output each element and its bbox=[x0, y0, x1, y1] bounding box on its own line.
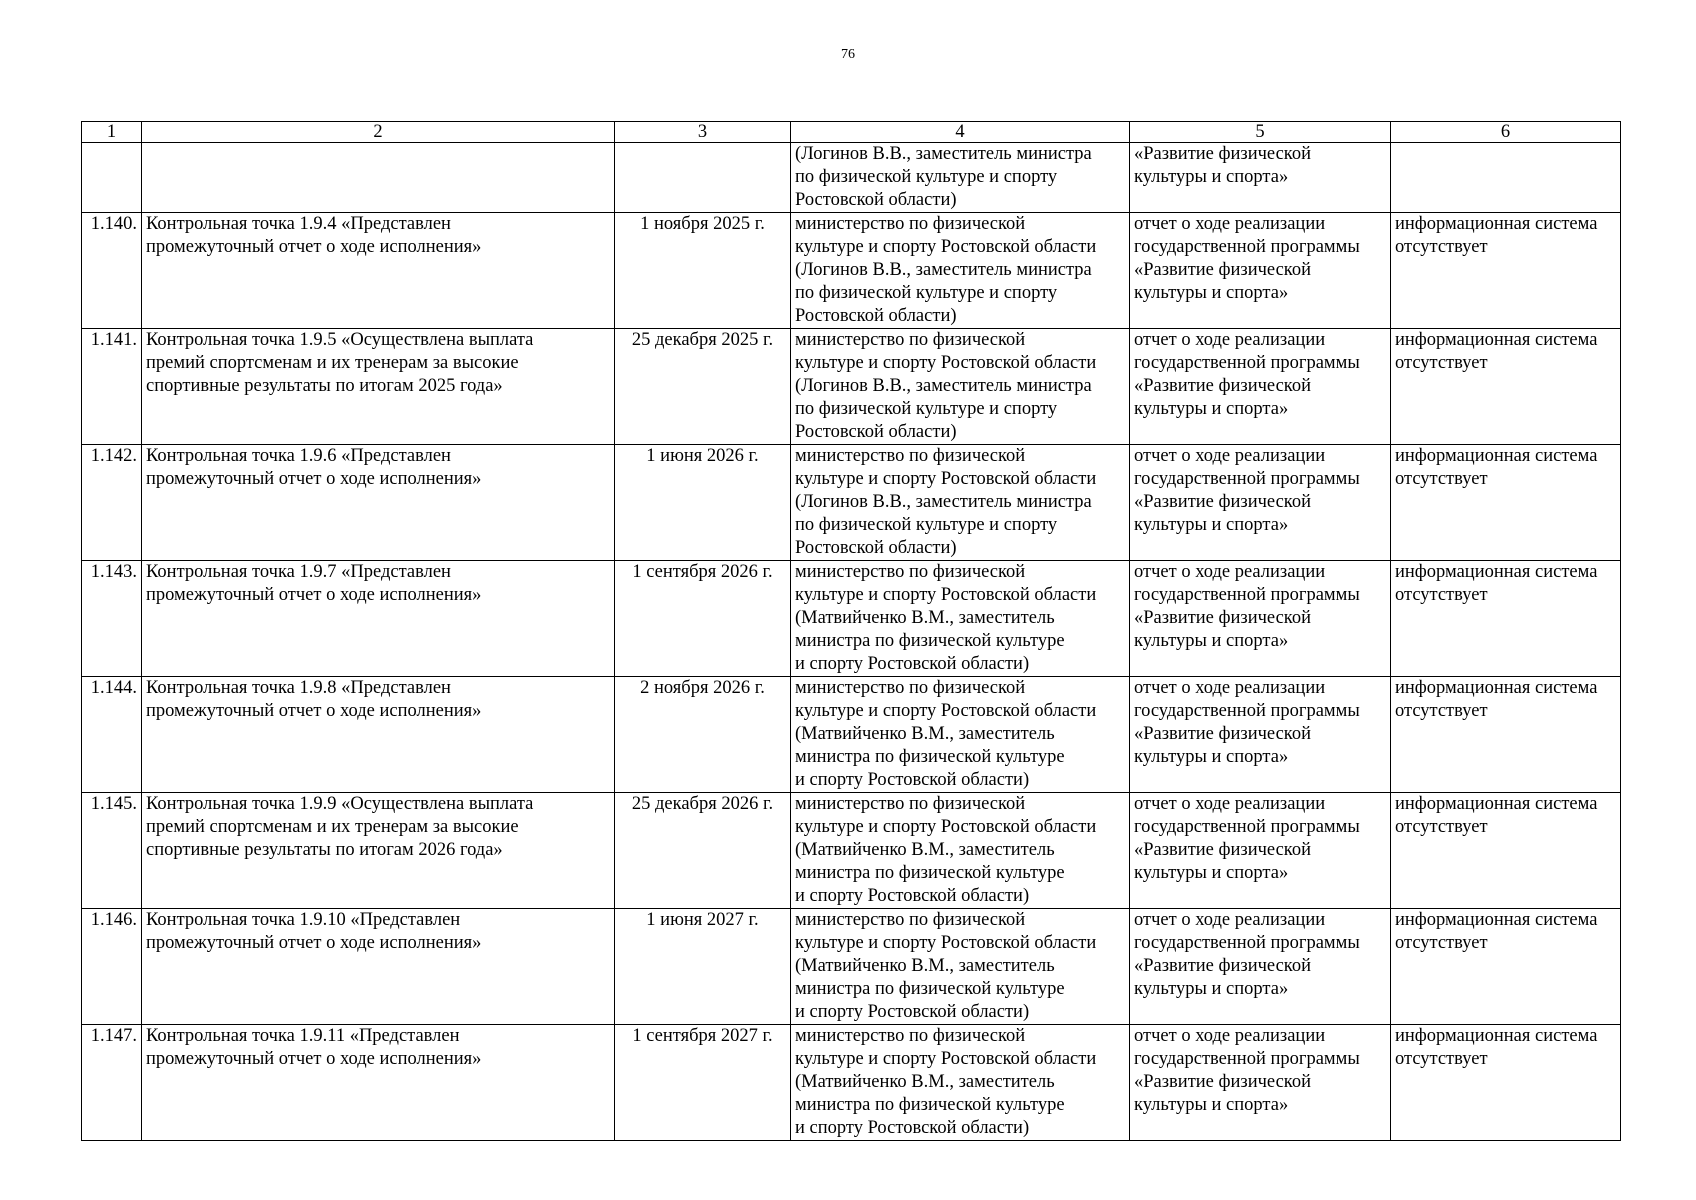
row-document-cell: отчет о ходе реализации государственной программы «Развитие физической культуры и спорта» bbox=[1130, 909, 1391, 1025]
row-responsible-cell: министерство по физической культуре и спорту Ростовской области (Матвийченко В.М., заместитель министра по физической культуре и спорту Ростовской области) bbox=[791, 909, 1130, 1025]
row-name-cell: Контрольная точка 1.9.10 «Представлен промежуточный отчет о ходе исполнения» bbox=[142, 909, 615, 1025]
row-number-cell: 1.140. bbox=[82, 213, 142, 329]
row-number-cell: 1.147. bbox=[82, 1025, 142, 1141]
row-document-cell: отчет о ходе реализации государственной программы «Развитие физической культуры и спорта» bbox=[1130, 213, 1391, 329]
row-responsible-cell: министерство по физической культуре и спорту Ростовской области (Логинов В.В., заместитель министра по физической культуре и спорту Ростовской области) bbox=[791, 329, 1130, 445]
row-responsible-cell: министерство по физической культуре и спорту Ростовской области (Матвийченко В.М., заместитель министра по физической культуре и спорту Ростовской области) bbox=[791, 1025, 1130, 1141]
table-row bbox=[82, 793, 1621, 909]
row-name-cell: Контрольная точка 1.9.5 «Осуществлена выплата премий спортсменам и их тренерам за высокие спортивные результаты по итогам 2025 года» bbox=[142, 329, 615, 445]
row-system-cell: информационная система отсутствует bbox=[1391, 677, 1621, 793]
table-row bbox=[82, 561, 1621, 677]
header-cell-6: 6 bbox=[1391, 122, 1621, 143]
header-cell-3: 3 bbox=[615, 122, 791, 143]
row-name-cell: Контрольная точка 1.9.9 «Осуществлена выплата премий спортсменам и их тренерам за высокие спортивные результаты по итогам 2026 года» bbox=[142, 793, 615, 909]
row-system-cell: информационная система отсутствует bbox=[1391, 561, 1621, 677]
table-row bbox=[82, 213, 1621, 329]
page-number: 76 bbox=[841, 47, 855, 62]
row-date-cell: 1 сентября 2026 г. bbox=[615, 561, 791, 677]
table-row bbox=[82, 677, 1621, 793]
row-date-cell: 1 ноября 2025 г. bbox=[615, 213, 791, 329]
row-date-cell: 1 июня 2026 г. bbox=[615, 445, 791, 561]
header-cell-2: 2 bbox=[142, 122, 615, 143]
row-responsible-cell: (Логинов В.В., заместитель министра по физической культуре и спорту Ростовской области) bbox=[791, 143, 1130, 213]
row-document-cell: отчет о ходе реализации государственной программы «Развитие физической культуры и спорта» bbox=[1130, 329, 1391, 445]
row-name-cell: Контрольная точка 1.9.6 «Представлен промежуточный отчет о ходе исполнения» bbox=[142, 445, 615, 561]
row-system-cell bbox=[1391, 143, 1621, 213]
row-number-cell: 1.146. bbox=[82, 909, 142, 1025]
table-header-row bbox=[82, 122, 1621, 143]
row-system-cell: информационная система отсутствует bbox=[1391, 793, 1621, 909]
row-document-cell: отчет о ходе реализации государственной программы «Развитие физической культуры и спорта» bbox=[1130, 677, 1391, 793]
row-responsible-cell: министерство по физической культуре и спорту Ростовской области (Матвийченко В.М., заместитель министра по физической культуре и спорту Ростовской области) bbox=[791, 561, 1130, 677]
row-system-cell: информационная система отсутствует bbox=[1391, 909, 1621, 1025]
header-cell-1: 1 bbox=[82, 122, 142, 143]
row-responsible-cell: министерство по физической культуре и спорту Ростовской области (Логинов В.В., заместитель министра по физической культуре и спорту Ростовской области) bbox=[791, 445, 1130, 561]
row-date-cell: 1 июня 2027 г. bbox=[615, 909, 791, 1025]
row-system-cell: информационная система отсутствует bbox=[1391, 213, 1621, 329]
row-name-cell: Контрольная точка 1.9.8 «Представлен промежуточный отчет о ходе исполнения» bbox=[142, 677, 615, 793]
row-date-cell bbox=[615, 143, 791, 213]
header-cell-4: 4 bbox=[791, 122, 1130, 143]
row-system-cell: информационная система отсутствует bbox=[1391, 329, 1621, 445]
row-document-cell: отчет о ходе реализации государственной программы «Развитие физической культуры и спорта» bbox=[1130, 561, 1391, 677]
row-date-cell: 1 сентября 2027 г. bbox=[615, 1025, 791, 1141]
row-name-cell: Контрольная точка 1.9.11 «Представлен промежуточный отчет о ходе исполнения» bbox=[142, 1025, 615, 1141]
table-row bbox=[82, 445, 1621, 561]
row-name-cell: Контрольная точка 1.9.4 «Представлен промежуточный отчет о ходе исполнения» bbox=[142, 213, 615, 329]
row-number-cell: 1.145. bbox=[82, 793, 142, 909]
table-continuation-row bbox=[82, 143, 1621, 213]
row-document-cell: отчет о ходе реализации государственной программы «Развитие физической культуры и спорта» bbox=[1130, 793, 1391, 909]
table-row bbox=[82, 1025, 1621, 1141]
row-name-cell: Контрольная точка 1.9.7 «Представлен промежуточный отчет о ходе исполнения» bbox=[142, 561, 615, 677]
row-document-cell: отчет о ходе реализации государственной программы «Развитие физической культуры и спорта» bbox=[1130, 445, 1391, 561]
row-responsible-cell: министерство по физической культуре и спорту Ростовской области (Матвийченко В.М., заместитель министра по физической культуре и спорту Ростовской области) bbox=[791, 677, 1130, 793]
row-name-cell bbox=[142, 143, 615, 213]
table-row bbox=[82, 909, 1621, 1025]
table-row bbox=[82, 329, 1621, 445]
row-number-cell: 1.141. bbox=[82, 329, 142, 445]
row-responsible-cell: министерство по физической культуре и спорту Ростовской области (Логинов В.В., заместитель министра по физической культуре и спорту Ростовской области) bbox=[791, 213, 1130, 329]
header-cell-5: 5 bbox=[1130, 122, 1391, 143]
row-responsible-cell: министерство по физической культуре и спорту Ростовской области (Матвийченко В.М., заместитель министра по физической культуре и спорту Ростовской области) bbox=[791, 793, 1130, 909]
row-document-cell: «Развитие физической культуры и спорта» bbox=[1130, 143, 1391, 213]
row-number-cell: 1.142. bbox=[82, 445, 142, 561]
row-number-cell: 1.143. bbox=[82, 561, 142, 677]
row-number-cell: 1.144. bbox=[82, 677, 142, 793]
control-points-table bbox=[81, 121, 1621, 1141]
row-document-cell: отчет о ходе реализации государственной программы «Развитие физической культуры и спорта» bbox=[1130, 1025, 1391, 1141]
row-date-cell: 25 декабря 2025 г. bbox=[615, 329, 791, 445]
row-date-cell: 25 декабря 2026 г. bbox=[615, 793, 791, 909]
row-system-cell: информационная система отсутствует bbox=[1391, 445, 1621, 561]
row-number-cell bbox=[82, 143, 142, 213]
row-date-cell: 2 ноября 2026 г. bbox=[615, 677, 791, 793]
row-system-cell: информационная система отсутствует bbox=[1391, 1025, 1621, 1141]
